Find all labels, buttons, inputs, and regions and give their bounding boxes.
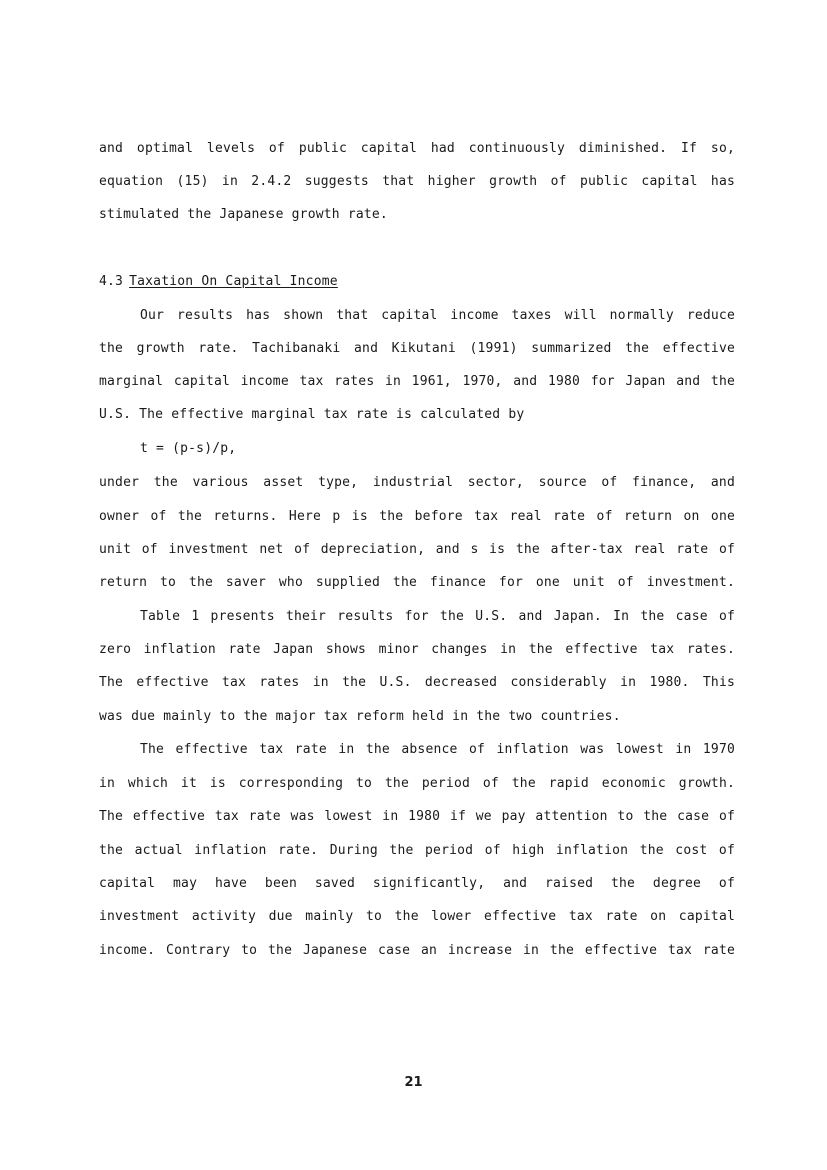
section-number: 4.3: [99, 274, 124, 289]
paragraph1-line-2: the growth rate. Tachibanaki and Kikutani (1991) summarized the effective: [99, 341, 735, 356]
paragraph2-line-3: unit of investment net of depreciation, and s is the after-tax real rate of: [99, 542, 735, 557]
paragraph3-line-4: was due mainly to the major tax reform held in the two countries.: [99, 709, 621, 724]
paragraph3-line-1: Table 1 presents their results for the U.S. and Japan. In the case of: [140, 609, 735, 624]
paragraph3-line-2: zero inflation rate Japan shows minor changes in the effective tax rates.: [99, 642, 735, 657]
intro-line-3: stimulated the Japanese growth rate.: [99, 207, 388, 222]
paragraph2-line-2: owner of the returns. Here p is the before tax real rate of return on one: [99, 509, 735, 524]
paragraph4-line-2: in which it is corresponding to the period of the rapid economic growth.: [99, 776, 735, 791]
paragraph4-line-5: capital may have been saved significantly, and raised the degree of: [99, 876, 735, 891]
paragraph3-line-3: The effective tax rates in the U.S. decreased considerably in 1980. This: [99, 675, 735, 690]
intro-line-1: and optimal levels of public capital had continuously diminished. If so,: [99, 141, 735, 156]
paragraph1-line-4: U.S. The effective marginal tax rate is calculated by: [99, 407, 525, 422]
formula: t = (p-s)/p,: [140, 441, 237, 456]
section-heading: [99, 274, 735, 290]
paragraph4-line-6: investment activity due mainly to the lower effective tax rate on capital: [99, 909, 735, 924]
paragraph4-line-4: the actual inflation rate. During the period of high inflation the cost of: [99, 843, 735, 858]
paragraph2-line-1: under the various asset type, industrial sector, source of finance, and: [99, 475, 735, 490]
paragraph4-line-1: The effective tax rate in the absence of inflation was lowest in 1970: [140, 742, 735, 757]
paragraph4-line-3: The effective tax rate was lowest in 1980 if we pay attention to the case of: [99, 809, 735, 824]
paragraph4-line-7: income. Contrary to the Japanese case an increase in the effective tax rate: [99, 943, 735, 958]
paragraph2-line-4: return to the saver who supplied the finance for one unit of investment.: [99, 575, 735, 590]
paragraph1-line-1: Our results has shown that capital income taxes will normally reduce: [140, 308, 735, 323]
section-title: Taxation On Capital Income: [129, 274, 338, 289]
paragraph1-line-3: marginal capital income tax rates in 1961, 1970, and 1980 for Japan and the: [99, 374, 735, 389]
page-number: 21: [404, 1075, 423, 1090]
intro-line-2: equation (15) in 2.4.2 suggests that higher growth of public capital has: [99, 174, 735, 189]
